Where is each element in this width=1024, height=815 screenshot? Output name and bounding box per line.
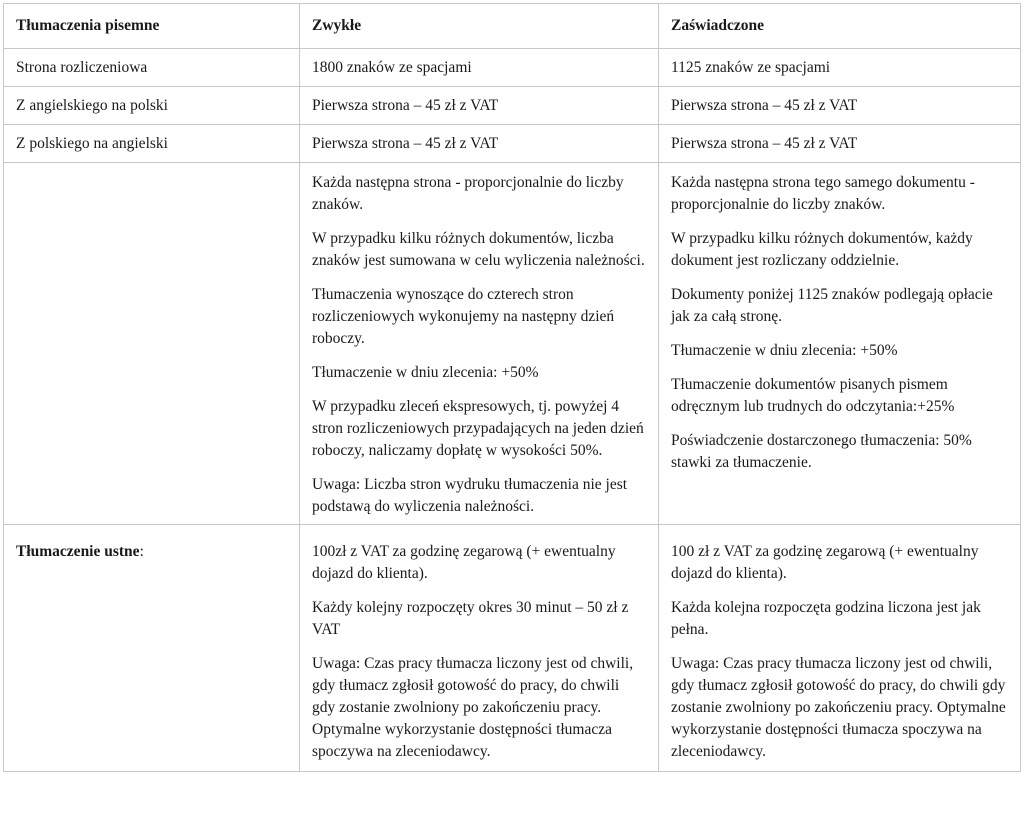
table-row: [4, 49, 1021, 87]
details-paragraph: W przypadku zleceń ekspresowych, tj. powyżej 4 stron rozliczeniowych przypadających na jeden dzień roboczy, naliczamy dopłatę w wysokości 50%.: [312, 398, 644, 459]
row-regular-value: Pierwsza strona – 45 zł z VAT: [300, 125, 659, 163]
details-certified-cell: [659, 163, 1021, 525]
oral-translation-row: [4, 525, 1021, 772]
header-certified: Zaświadczone: [659, 4, 1021, 49]
oral-label-suffix: :: [139, 543, 144, 560]
details-row: [4, 163, 1021, 525]
pricing-table: [3, 3, 1021, 772]
details-paragraph: Tłumaczenie dokumentów pisanych pismem odręcznym lub trudnych do odczytania:+25%: [671, 376, 955, 415]
details-regular-cell: [300, 163, 659, 525]
header-regular: Zwykłe: [300, 4, 659, 49]
row-certified-value: 1125 znaków ze spacjami: [659, 49, 1021, 87]
table-header-row: [4, 4, 1021, 49]
row-regular-value: 1800 znaków ze spacjami: [300, 49, 659, 87]
table-row: [4, 87, 1021, 125]
details-paragraph: Uwaga: Liczba stron wydruku tłumaczenia nie jest podstawą do wyliczenia należności.: [312, 476, 628, 515]
row-label: Z angielskiego na polski: [4, 87, 300, 125]
details-paragraph: Każda następna strona - proporcjonalnie do liczby znaków.: [312, 174, 624, 213]
oral-paragraph: 100 zł z VAT za godzinę zegarową (+ ewentualny dojazd do klienta).: [671, 543, 979, 582]
details-paragraph: Każda następna strona tego samego dokumentu - proporcjonalnie do liczby znaków.: [671, 174, 975, 213]
oral-regular-cell: [300, 525, 659, 772]
oral-paragraph: Uwaga: Czas pracy tłumacza liczony jest od chwili, gdy tłumacz zgłosił gotowość do pracy, do chwili gdy zostanie zwolniony po zakończeniu pracy. Optymalne wykorzystanie dostępności tłumacza spoczywa na zleceniodawcy.: [671, 655, 1006, 760]
oral-certified-cell: [659, 525, 1021, 772]
details-paragraph: Tłumaczenie w dniu zlecenia: +50%: [671, 342, 898, 359]
details-paragraph: Poświadczenie dostarczonego tłumaczenia: 50% stawki za tłumaczenie.: [671, 432, 972, 471]
details-paragraph: Tłumaczenia wynoszące do czterech stron rozliczeniowych wykonujemy na następny dzień roboczy.: [312, 286, 615, 347]
details-paragraph: Tłumaczenie w dniu zlecenia: +50%: [312, 364, 539, 381]
details-paragraph: W przypadku kilku różnych dokumentów, każdy dokument jest rozliczany oddzielnie.: [671, 230, 973, 269]
oral-paragraph: 100zł z VAT za godzinę zegarową (+ ewentualny dojazd do klienta).: [312, 543, 616, 582]
table-row: [4, 125, 1021, 163]
oral-label: Tłumaczenie ustne: [16, 543, 140, 560]
row-regular-value: Pierwsza strona – 45 zł z VAT: [300, 87, 659, 125]
details-paragraph: W przypadku kilku różnych dokumentów, liczba znaków jest sumowana w celu wyliczenia należności.: [312, 230, 645, 269]
oral-paragraph: Uwaga: Czas pracy tłumacza liczony jest od chwili, gdy tłumacz zgłosił gotowość do pracy, do chwili gdy zostanie zwolniony po zakończeniu pracy. Optymalne wykorzystanie dostępności tłumacza spoczywa na zleceniodawcy.: [312, 655, 634, 760]
row-label: Strona rozliczeniowa: [4, 49, 300, 87]
oral-paragraph: Każda kolejna rozpoczęta godzina liczona jest jak pełna.: [671, 599, 981, 638]
row-certified-value: Pierwsza strona – 45 zł z VAT: [659, 125, 1021, 163]
row-label: Z polskiego na angielski: [4, 125, 300, 163]
header-written-translations: Tłumaczenia pisemne: [4, 4, 300, 49]
row-certified-value: Pierwsza strona – 45 zł z VAT: [659, 87, 1021, 125]
oral-label-cell: [4, 525, 300, 772]
oral-paragraph: Każdy kolejny rozpoczęty okres 30 minut – 50 zł z VAT: [312, 599, 629, 638]
details-empty-cell: [4, 163, 300, 525]
details-paragraph: Dokumenty poniżej 1125 znaków podlegają opłacie jak za całą stronę.: [671, 286, 993, 325]
